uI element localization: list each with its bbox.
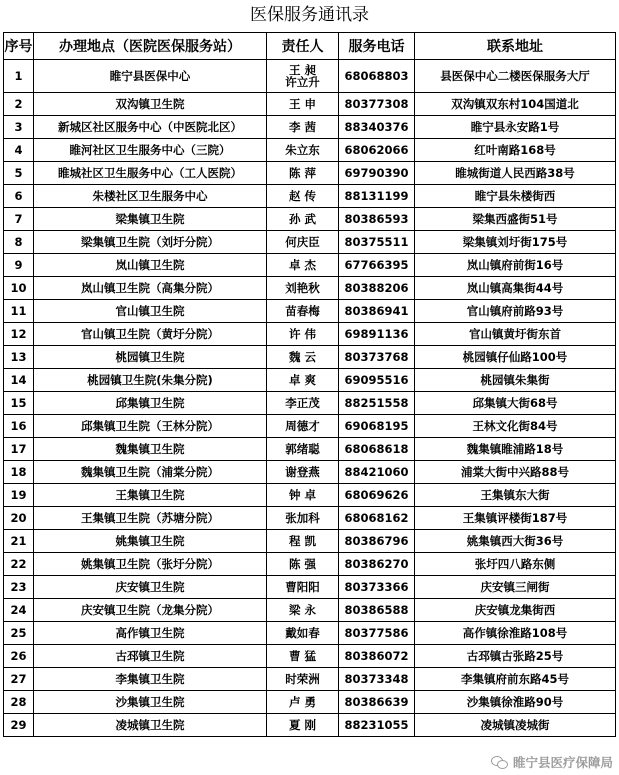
row-address: 睢宁县朱楼街西 [415, 185, 616, 208]
row-place: 梁集镇卫生院（刘圩分院） [34, 231, 267, 254]
row-address: 王集镇东大街 [415, 484, 616, 507]
row-no: 24 [4, 599, 34, 622]
row-no: 7 [4, 208, 34, 231]
row-no: 20 [4, 507, 34, 530]
table-row [4, 484, 616, 507]
table-row [4, 599, 616, 622]
row-person: 许 伟 [267, 323, 339, 346]
table-row [4, 116, 616, 139]
row-place: 凌城镇卫生院 [34, 714, 267, 737]
row-place: 魏集镇卫生院（浦棠分院） [34, 461, 267, 484]
row-place: 梁集镇卫生院 [34, 208, 267, 231]
row-person: 刘艳秋 [267, 277, 339, 300]
table-row [4, 93, 616, 116]
row-address: 王林文化街84号 [415, 415, 616, 438]
watermark-text: 睢宁县医疗保障局 [512, 755, 613, 770]
row-address: 红叶南路168号 [415, 139, 616, 162]
wechat-icon [491, 755, 509, 769]
row-phone: 88340376 [339, 116, 415, 139]
row-person: 何庆臣 [267, 231, 339, 254]
row-phone: 69068195 [339, 415, 415, 438]
row-phone: 88231055 [339, 714, 415, 737]
row-phone: 88131199 [339, 185, 415, 208]
row-no: 18 [4, 461, 34, 484]
table-row [4, 254, 616, 277]
table-row [4, 691, 616, 714]
row-place: 新城区社区服务中心（中医院北区） [34, 116, 267, 139]
row-place: 高作镇卫生院 [34, 622, 267, 645]
row-place: 岚山镇卫生院（高集分院） [34, 277, 267, 300]
row-place: 沙集镇卫生院 [34, 691, 267, 714]
table-row [4, 162, 616, 185]
header-place: 办理地点（医院医保服务站） [34, 33, 267, 60]
table-row [4, 300, 616, 323]
row-person: 陈 萍 [267, 162, 339, 185]
row-phone: 67766395 [339, 254, 415, 277]
table-header-row [4, 33, 616, 60]
row-address: 官山镇黄圩街东首 [415, 323, 616, 346]
row-place: 桃园镇卫生院 [34, 346, 267, 369]
row-no: 26 [4, 645, 34, 668]
row-address: 官山镇府前路93号 [415, 300, 616, 323]
table-row [4, 714, 616, 737]
row-address: 姚集镇西大街36号 [415, 530, 616, 553]
row-place: 姚集镇卫生院（张圩分院） [34, 553, 267, 576]
row-person: 陈 强 [267, 553, 339, 576]
row-person: 魏 云 [267, 346, 339, 369]
row-phone: 68069626 [339, 484, 415, 507]
table-row [4, 346, 616, 369]
row-no: 13 [4, 346, 34, 369]
row-person: 苗春梅 [267, 300, 339, 323]
row-no: 5 [4, 162, 34, 185]
row-phone: 80377308 [339, 93, 415, 116]
row-address: 岚山镇府前街16号 [415, 254, 616, 277]
document-title: 医保服务通讯录 [250, 5, 369, 25]
table-row [4, 139, 616, 162]
row-phone: 68068618 [339, 438, 415, 461]
row-person: 时荣洲 [267, 668, 339, 691]
row-person-name: 王 昶 [288, 62, 316, 77]
row-phone: 80377586 [339, 622, 415, 645]
row-address: 睢城街道人民西路38号 [415, 162, 616, 185]
row-person: 周德才 [267, 415, 339, 438]
row-phone: 80388206 [339, 277, 415, 300]
row-no: 23 [4, 576, 34, 599]
row-place: 古邳镇卫生院 [34, 645, 267, 668]
table-row [4, 60, 616, 93]
row-phone: 68068162 [339, 507, 415, 530]
row-person: 郭绪聪 [267, 438, 339, 461]
table-row [4, 185, 616, 208]
row-phone: 69790390 [339, 162, 415, 185]
row-address: 魏集镇睢浦路18号 [415, 438, 616, 461]
row-person: 卓 爽 [267, 369, 339, 392]
row-address: 梁集镇刘圩街175号 [415, 231, 616, 254]
row-no: 3 [4, 116, 34, 139]
row-place: 睢宁县医保中心 [34, 60, 267, 93]
row-phone: 80375511 [339, 231, 415, 254]
table-row [4, 415, 616, 438]
row-phone: 80386593 [339, 208, 415, 231]
row-no: 27 [4, 668, 34, 691]
row-no: 12 [4, 323, 34, 346]
table-row [4, 392, 616, 415]
row-phone: 80386941 [339, 300, 415, 323]
row-place: 王集镇卫生院（苏塘分院） [34, 507, 267, 530]
row-place: 庆安镇卫生院（龙集分院） [34, 599, 267, 622]
table-row [4, 507, 616, 530]
row-phone: 88421060 [339, 461, 415, 484]
table-row [4, 668, 616, 691]
row-no: 17 [4, 438, 34, 461]
watermark [491, 751, 613, 773]
row-place: 李集镇卫生院 [34, 668, 267, 691]
row-no: 10 [4, 277, 34, 300]
row-person: 李 茜 [267, 116, 339, 139]
header-person: 责任人 [267, 33, 339, 60]
row-address: 桃园镇朱集街 [415, 369, 616, 392]
row-address: 凌城镇凌城街 [415, 714, 616, 737]
header-no: 序号 [4, 33, 34, 60]
table-row [4, 645, 616, 668]
row-no: 25 [4, 622, 34, 645]
table-row [4, 622, 616, 645]
table-row [4, 553, 616, 576]
table-row [4, 323, 616, 346]
row-no: 9 [4, 254, 34, 277]
row-no: 28 [4, 691, 34, 714]
row-person: 李正茂 [267, 392, 339, 415]
row-phone: 69095516 [339, 369, 415, 392]
row-no: 1 [4, 60, 34, 93]
row-person: 曹 猛 [267, 645, 339, 668]
row-phone: 80386588 [339, 599, 415, 622]
row-no: 14 [4, 369, 34, 392]
header-address: 联系地址 [415, 33, 616, 60]
row-place: 双沟镇卫生院 [34, 93, 267, 116]
row-phone: 80386270 [339, 553, 415, 576]
row-person: 夏 刚 [267, 714, 339, 737]
row-person: 钟 卓 [267, 484, 339, 507]
row-address: 睢宁县永安路1号 [415, 116, 616, 139]
row-person-name: 许立升 [285, 75, 320, 89]
row-person: 卓 杰 [267, 254, 339, 277]
row-address: 古邳镇古张路25号 [415, 645, 616, 668]
row-no: 6 [4, 185, 34, 208]
row-no: 4 [4, 139, 34, 162]
row-place: 朱楼社区卫生服务中心 [34, 185, 267, 208]
row-place: 睢河社区卫生服务中心（三院） [34, 139, 267, 162]
directory-table [3, 32, 616, 737]
table-row [4, 231, 616, 254]
row-no: 11 [4, 300, 34, 323]
row-no: 16 [4, 415, 34, 438]
row-place: 官山镇卫生院 [34, 300, 267, 323]
row-address: 双沟镇双东村104国道北 [415, 93, 616, 116]
row-address: 县医保中心二楼医保服务大厅 [415, 60, 616, 93]
row-person: 戴如春 [267, 622, 339, 645]
row-place: 王集镇卫生院 [34, 484, 267, 507]
row-address: 沙集镇徐淮路90号 [415, 691, 616, 714]
row-person: 曹阳阳 [267, 576, 339, 599]
row-phone: 80373768 [339, 346, 415, 369]
row-place: 岚山镇卫生院 [34, 254, 267, 277]
row-person: 谢登燕 [267, 461, 339, 484]
row-place: 睢城社区卫生服务中心（工人医院） [34, 162, 267, 185]
row-phone: 68068803 [339, 60, 415, 93]
table-row [4, 277, 616, 300]
row-address: 张圩四八路东侧 [415, 553, 616, 576]
row-no: 8 [4, 231, 34, 254]
row-phone: 69891136 [339, 323, 415, 346]
row-place: 庆安镇卫生院 [34, 576, 267, 599]
row-no: 22 [4, 553, 34, 576]
row-address: 高作镇徐淮路108号 [415, 622, 616, 645]
row-place: 邱集镇卫生院 [34, 392, 267, 415]
row-phone: 88251558 [339, 392, 415, 415]
row-person: 张加科 [267, 507, 339, 530]
row-person: 朱立东 [267, 139, 339, 162]
row-no: 19 [4, 484, 34, 507]
row-no: 15 [4, 392, 34, 415]
row-address: 梁集西盛街51号 [415, 208, 616, 231]
row-place: 魏集镇卫生院 [34, 438, 267, 461]
row-person: 王 申 [267, 93, 339, 116]
row-person [267, 60, 339, 93]
row-no: 2 [4, 93, 34, 116]
row-no: 21 [4, 530, 34, 553]
table-row [4, 208, 616, 231]
row-place: 官山镇卫生院（黄圩分院） [34, 323, 267, 346]
table-row [4, 576, 616, 599]
table-row [4, 530, 616, 553]
row-place: 桃园镇卫生院(朱集分院) [34, 369, 267, 392]
row-person: 孙 武 [267, 208, 339, 231]
row-address: 庆安镇龙集街西 [415, 599, 616, 622]
row-phone: 80386072 [339, 645, 415, 668]
row-phone: 80373366 [339, 576, 415, 599]
table-body [4, 60, 616, 737]
row-person: 赵 传 [267, 185, 339, 208]
row-address: 庆安镇三闸街 [415, 576, 616, 599]
table-row [4, 461, 616, 484]
row-address: 邱集镇大街68号 [415, 392, 616, 415]
row-address: 李集镇府前东路45号 [415, 668, 616, 691]
row-place: 邱集镇卫生院（王林分院） [34, 415, 267, 438]
row-no: 29 [4, 714, 34, 737]
row-address: 浦棠大街中兴路88号 [415, 461, 616, 484]
row-place: 姚集镇卫生院 [34, 530, 267, 553]
row-phone: 80386796 [339, 530, 415, 553]
row-phone: 80386639 [339, 691, 415, 714]
row-person: 程 凯 [267, 530, 339, 553]
table-row [4, 369, 616, 392]
row-person: 梁 永 [267, 599, 339, 622]
table-row [4, 438, 616, 461]
row-address: 桃园镇仔仙路100号 [415, 346, 616, 369]
row-phone: 80373348 [339, 668, 415, 691]
row-person: 卢 勇 [267, 691, 339, 714]
header-phone: 服务电话 [339, 33, 415, 60]
row-address: 王集镇评楼街187号 [415, 507, 616, 530]
row-phone: 68062066 [339, 139, 415, 162]
row-address: 岚山镇高集街44号 [415, 277, 616, 300]
